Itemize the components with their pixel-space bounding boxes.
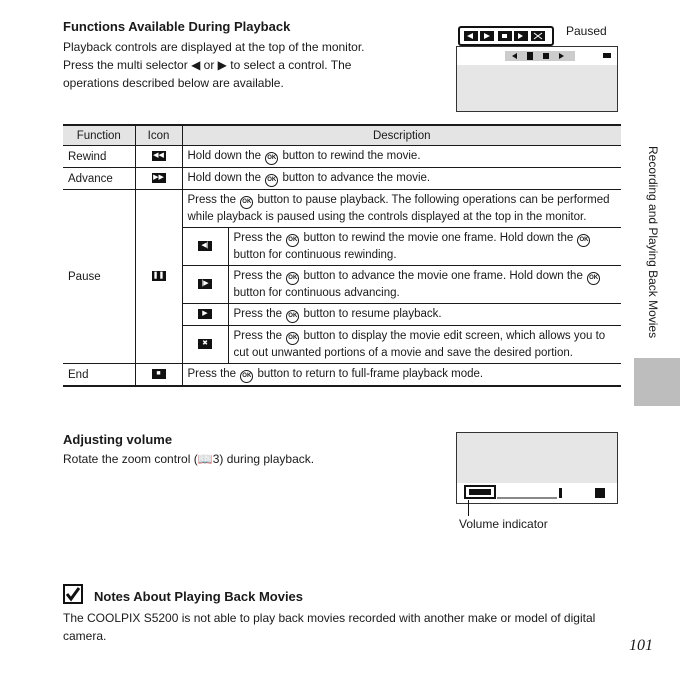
ok-button-icon: OK bbox=[286, 234, 299, 247]
function-name: Advance bbox=[63, 168, 135, 190]
volume-indicator-leader bbox=[468, 500, 469, 516]
stop-icon: ■ bbox=[152, 369, 166, 379]
frame-advance-icon: |▶ bbox=[198, 279, 212, 289]
advance-icon: ▶▶ bbox=[153, 174, 164, 182]
description: Press the OK button to return to full-frame playback mode. bbox=[182, 364, 621, 387]
playback-control-bar bbox=[458, 26, 554, 46]
rewind-icon: ◀◀ bbox=[153, 152, 164, 160]
control-icons bbox=[460, 28, 552, 44]
volume-title: Adjusting volume bbox=[63, 432, 173, 447]
volume-bar-icons bbox=[457, 483, 617, 503]
paused-monitor-screen bbox=[456, 46, 618, 112]
frame-rewind-icon: ◀| bbox=[198, 241, 212, 251]
right-arrow-icon: ▶ bbox=[217, 58, 227, 72]
sub-description: Press the OK button to resume playback. bbox=[228, 304, 621, 326]
sub-description: Press the OK button to advance the movie one frame. Hold down the OK button for continuous advancing. bbox=[228, 266, 621, 304]
section-title: Functions Available During Playback bbox=[63, 19, 291, 34]
header-description: Description bbox=[182, 125, 621, 146]
header-icon: Icon bbox=[135, 125, 182, 146]
volume-indicator-label: Volume indicator bbox=[459, 517, 548, 531]
functions-table bbox=[63, 124, 621, 387]
paused-label: Paused bbox=[566, 24, 607, 38]
section-tab bbox=[634, 358, 680, 406]
table-row-rewind bbox=[63, 146, 621, 168]
function-name: End bbox=[63, 364, 135, 387]
function-name: Pause bbox=[63, 190, 135, 364]
ok-button-icon: OK bbox=[587, 272, 600, 285]
ok-button-icon: OK bbox=[265, 152, 278, 165]
volume-text: Rotate the zoom control (📖3) during playback. bbox=[63, 452, 315, 466]
intro-line-2 bbox=[63, 56, 443, 74]
intro-text-a: Press the multi selector bbox=[63, 58, 188, 72]
header-function: Function bbox=[63, 125, 135, 146]
ok-button-icon: OK bbox=[240, 196, 253, 209]
sub-description: Press the OK button to display the movie edit screen, which allows you to cut out unwanted portions of a movie and save the desired portion. bbox=[228, 326, 621, 364]
table-row-pause bbox=[63, 190, 621, 228]
intro-line-1: Playback controls are displayed at the top of the monitor. bbox=[63, 40, 365, 54]
page-number: 101 bbox=[629, 637, 653, 654]
play-icon: ▶ bbox=[198, 309, 212, 319]
book-reference-icon: 📖 bbox=[197, 452, 213, 466]
table-row-end bbox=[63, 364, 621, 387]
intro-line-3: operations described below are available. bbox=[63, 76, 284, 90]
volume-monitor-screen bbox=[456, 432, 618, 504]
monitor-bottom-strip bbox=[457, 483, 617, 503]
ok-button-icon: OK bbox=[577, 234, 590, 247]
intro-text-c: to select a control. The bbox=[230, 58, 352, 72]
pause-icon: ❚❚ bbox=[152, 272, 165, 280]
checkmark-note-icon bbox=[63, 584, 83, 604]
ok-button-icon: OK bbox=[240, 370, 253, 383]
notes-text: The COOLPIX S5200 is not able to play back movies recorded with another make or model of digital camera. bbox=[63, 611, 596, 643]
ok-button-icon: OK bbox=[286, 332, 299, 345]
description: Hold down the OK button to advance the movie. bbox=[182, 168, 621, 190]
left-arrow-icon: ◀ bbox=[191, 58, 201, 72]
intro-paragraph bbox=[63, 38, 443, 92]
intro-text-b: or bbox=[203, 58, 215, 72]
notes-title: Notes About Playing Back Movies bbox=[94, 589, 304, 604]
table-row-advance bbox=[63, 168, 621, 190]
ok-button-icon: OK bbox=[286, 272, 299, 285]
ok-button-icon: OK bbox=[265, 174, 278, 187]
monitor-top-strip bbox=[457, 47, 617, 65]
description: Hold down the OK button to rewind the movie. bbox=[182, 146, 621, 168]
description: Press the OK button to pause playback. The following operations can be performed while playback is paused using the controls displayed at the top in the monitor. bbox=[182, 190, 621, 228]
sub-description: Press the OK button to rewind the movie one frame. Hold down the OK button for continuous rewinding. bbox=[228, 228, 621, 266]
function-name: Rewind bbox=[63, 146, 135, 168]
table-header-row bbox=[63, 125, 621, 146]
scissors-icon: ✖ bbox=[198, 339, 212, 349]
ok-button-icon: OK bbox=[286, 310, 299, 323]
paused-controls-icon bbox=[457, 47, 617, 65]
section-side-label: Recording and Playing Back Movies bbox=[646, 146, 660, 339]
